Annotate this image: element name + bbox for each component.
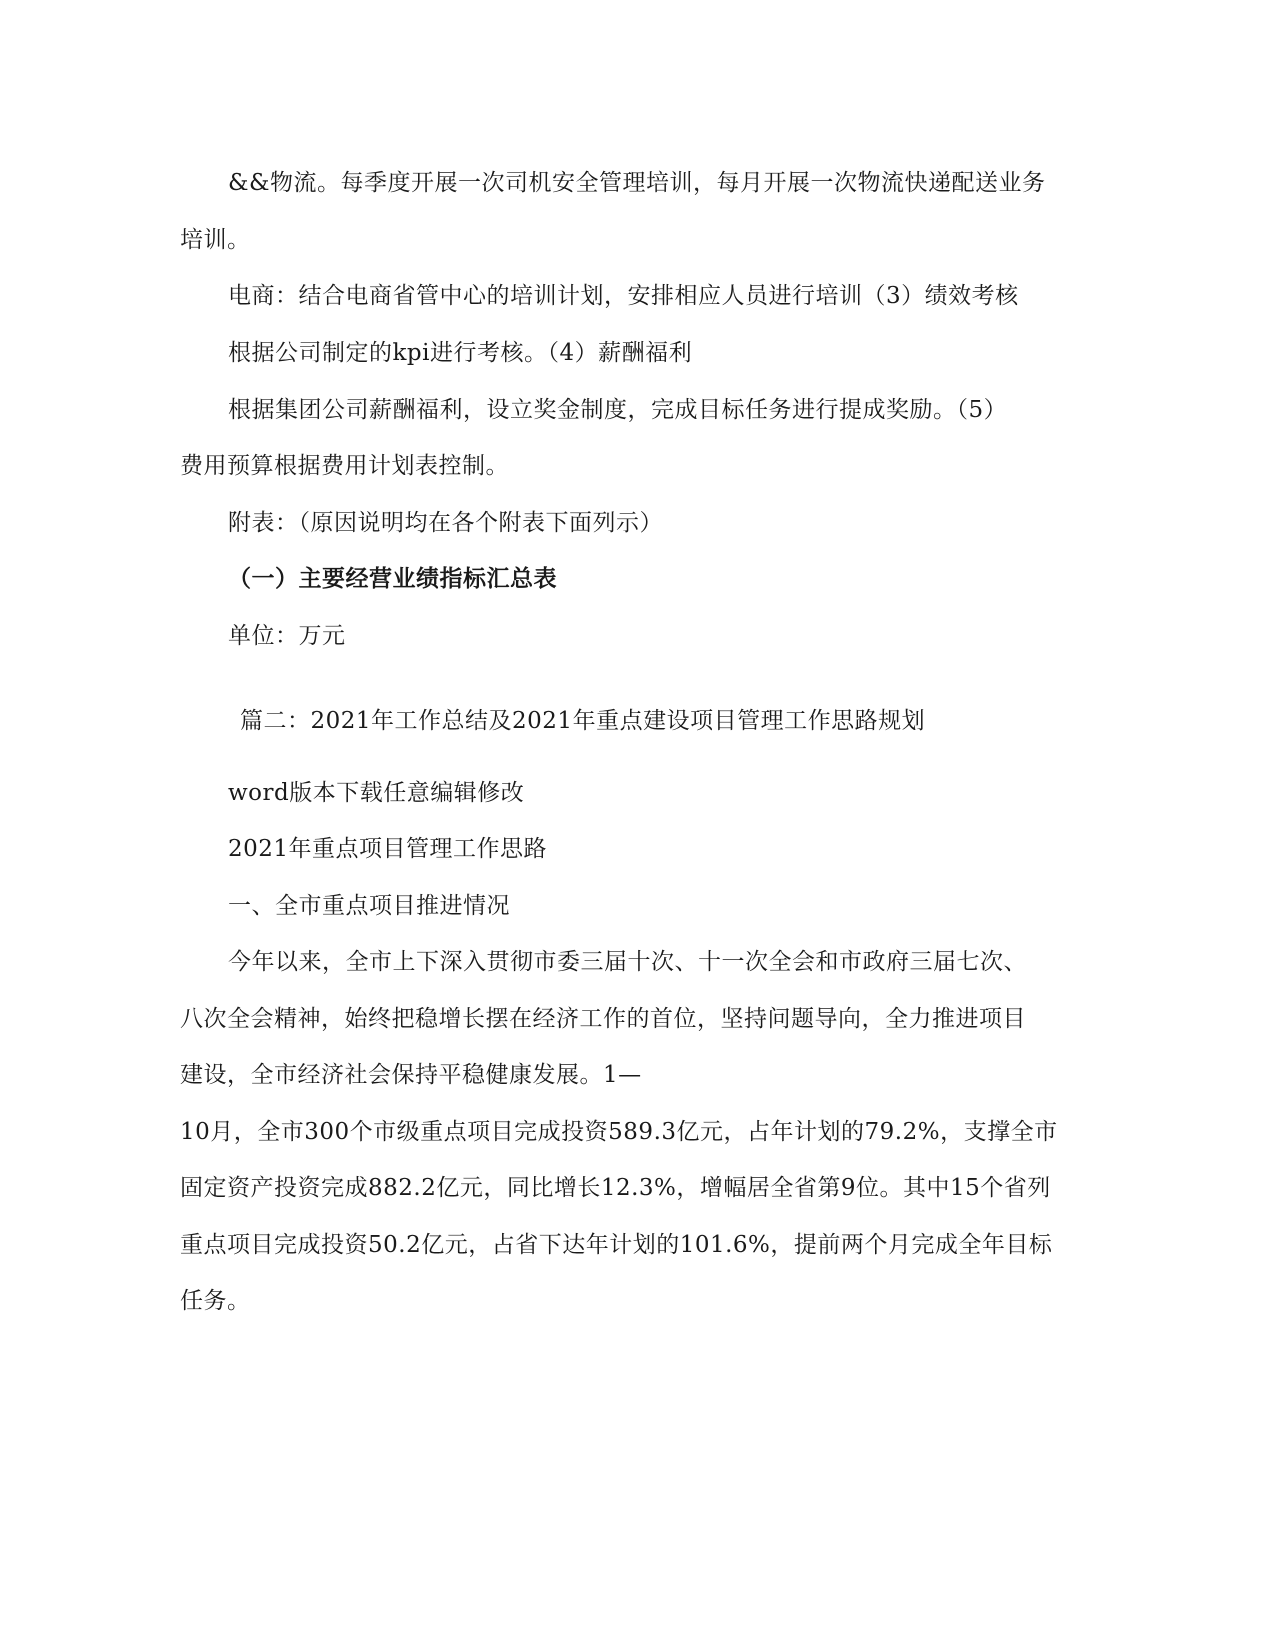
paragraph-line: 2021年重点项目管理工作思路 <box>228 836 548 862</box>
paragraph-line: 固定资产投资完成882.2亿元，同比增长12.3%，增幅居全省第9位。其中15个省列 <box>180 1175 1051 1201</box>
paragraph-line: 培训。 <box>180 227 251 253</box>
paragraph-line: 任务。 <box>180 1288 251 1314</box>
paragraph-line: 重点项目完成投资50.2亿元，占省下达年计划的101.6%，提前两个月完成全年目标 <box>180 1232 1053 1258</box>
paragraph-line: &&物流。每季度开展一次司机安全管理培训，每月开展一次物流快递配送业务 <box>228 170 1046 196</box>
appendix-line: 附表：（原因说明均在各个附表下面列示） <box>228 510 663 536</box>
subsection-heading: 一、全市重点项目推进情况 <box>228 893 510 919</box>
paragraph-line: 根据集团公司薪酬福利，设立奖金制度，完成目标任务进行提成奖励。（5） <box>228 397 1008 423</box>
table-heading: （一）主要经营业绩指标汇总表 <box>228 565 557 592</box>
section-title: 篇二：2021年工作总结及2021年重点建设项目管理工作思路规划 <box>240 708 926 734</box>
paragraph-line: 八次全会精神，始终把稳增长摆在经济工作的首位，坚持问题导向，全力推进项目 <box>180 1006 1026 1032</box>
paragraph-line: 10月，全市300个市级重点项目完成投资589.3亿元，占年计划的79.2%，支撑全市 <box>180 1119 1058 1145</box>
paragraph-line: 今年以来，全市上下深入贯彻市委三届十次、十一次全会和市政府三届七次、 <box>228 949 1027 975</box>
paragraph-line: 费用预算根据费用计划表控制。 <box>180 453 509 479</box>
unit-label: 单位：万元 <box>228 623 346 649</box>
paragraph-line: 根据公司制定的kpi进行考核。（4）薪酬福利 <box>228 340 693 366</box>
paragraph-line: 电商：结合电商省管中心的培训计划，安排相应人员进行培训（3）绩效考核 <box>228 283 1019 309</box>
paragraph-line: word版本下载任意编辑修改 <box>228 780 525 806</box>
paragraph-line: 建设，全市经济社会保持平稳健康发展。1— <box>180 1062 642 1088</box>
